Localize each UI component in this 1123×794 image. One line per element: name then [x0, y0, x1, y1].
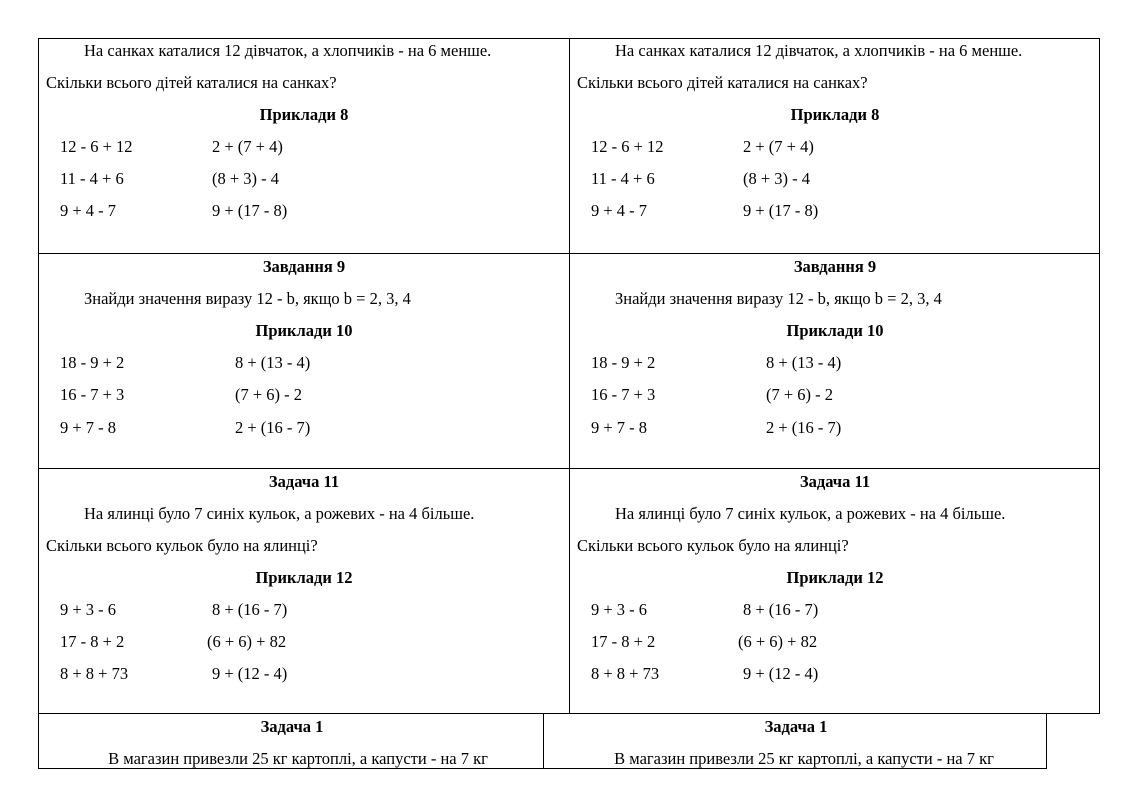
card-row2-left	[38, 253, 570, 469]
card-row4-right	[543, 713, 1047, 769]
example-right-1: 8 + (16 - 7)	[743, 600, 819, 619]
problem-line1: В магазин привезли 25 кг картоплі, а капусти - на 7 кг	[614, 749, 994, 768]
example-left-2: 11 - 4 + 6	[591, 169, 655, 188]
example-left-1: 12 - 6 + 12	[591, 137, 664, 156]
example-left-1: 9 + 3 - 6	[591, 600, 648, 619]
example-right-2: (7 + 6) - 2	[235, 385, 303, 404]
example-right-3: 9 + (17 - 8)	[212, 201, 288, 220]
task-title: Завдання 9	[793, 257, 877, 276]
problem-line1: На санках каталися 12 дівчаток, а хлопчиків - на 6 менше.	[615, 41, 1023, 60]
example-right-2: (8 + 3) - 4	[212, 169, 280, 188]
example-right-1: 8 + (16 - 7)	[212, 600, 288, 619]
task-title: Задача 11	[799, 472, 871, 491]
card-row2-right	[569, 253, 1100, 469]
example-left-3: 9 + 4 - 7	[591, 201, 648, 220]
problem-line1: В магазин привезли 25 кг картоплі, а капусти - на 7 кг	[108, 749, 488, 768]
examples-title: Приклади 8	[259, 105, 349, 124]
problem-line1: На ялинці було 7 синіх кульок, а рожевих - на 4 більше.	[84, 504, 475, 523]
card-row3-left	[38, 468, 570, 714]
example-left-3: 9 + 4 - 7	[60, 201, 117, 220]
example-right-3: 9 + (12 - 4)	[212, 664, 288, 683]
example-right-2: (6 + 6) + 82	[738, 632, 818, 651]
example-left-3: 8 + 8 + 73	[60, 664, 129, 683]
example-right-1: 8 + (13 - 4)	[766, 353, 842, 372]
problem-line2: Скільки всього дітей каталися на санках?	[577, 73, 868, 92]
example-left-1: 18 - 9 + 2	[591, 353, 656, 372]
example-right-3: 9 + (12 - 4)	[743, 664, 819, 683]
example-left-1: 9 + 3 - 6	[60, 600, 117, 619]
example-right-3: 9 + (17 - 8)	[743, 201, 819, 220]
example-left-1: 18 - 9 + 2	[60, 353, 125, 372]
example-right-2: (6 + 6) + 82	[207, 632, 287, 651]
example-right-2: (7 + 6) - 2	[766, 385, 834, 404]
problem-line2: Скільки всього кульок було на ялинці?	[577, 536, 849, 555]
card-row4-left	[38, 713, 544, 769]
card-row3-right	[569, 468, 1100, 714]
examples-title: Приклади 10	[255, 321, 353, 340]
example-right-1: 2 + (7 + 4)	[743, 137, 814, 156]
task-title: Задача 1	[764, 717, 828, 736]
problem-line2: Скільки всього дітей каталися на санках?	[46, 73, 337, 92]
example-left-2: 16 - 7 + 3	[591, 385, 656, 404]
example-left-1: 12 - 6 + 12	[60, 137, 133, 156]
example-right-1: 8 + (13 - 4)	[235, 353, 311, 372]
example-right-1: 2 + (7 + 4)	[212, 137, 283, 156]
example-left-3: 9 + 7 - 8	[591, 418, 648, 437]
examples-title: Приклади 8	[790, 105, 880, 124]
example-right-2: (8 + 3) - 4	[743, 169, 811, 188]
example-left-2: 11 - 4 + 6	[60, 169, 124, 188]
task-title: Задача 11	[268, 472, 340, 491]
example-left-3: 8 + 8 + 73	[591, 664, 660, 683]
problem-line1: На санках каталися 12 дівчаток, а хлопчиків - на 6 менше.	[84, 41, 492, 60]
example-left-2: 16 - 7 + 3	[60, 385, 125, 404]
examples-title: Приклади 12	[255, 568, 353, 587]
problem-line1: На ялинці було 7 синіх кульок, а рожевих - на 4 більше.	[615, 504, 1006, 523]
examples-title: Приклади 10	[786, 321, 884, 340]
task-title: Задача 1	[260, 717, 324, 736]
example-right-3: 2 + (16 - 7)	[766, 418, 842, 437]
problem-line2: Скільки всього кульок було на ялинці?	[46, 536, 318, 555]
card-row1-right	[569, 38, 1100, 254]
task-text: Знайди значення виразу 12 - b, якщо b = 2, 3, 4	[84, 289, 411, 308]
example-left-2: 17 - 8 + 2	[60, 632, 125, 651]
task-text: Знайди значення виразу 12 - b, якщо b = 2, 3, 4	[615, 289, 942, 308]
example-left-2: 17 - 8 + 2	[591, 632, 656, 651]
example-right-3: 2 + (16 - 7)	[235, 418, 311, 437]
examples-title: Приклади 12	[786, 568, 884, 587]
task-title: Завдання 9	[262, 257, 346, 276]
example-left-3: 9 + 7 - 8	[60, 418, 117, 437]
card-row1-left	[38, 38, 570, 254]
